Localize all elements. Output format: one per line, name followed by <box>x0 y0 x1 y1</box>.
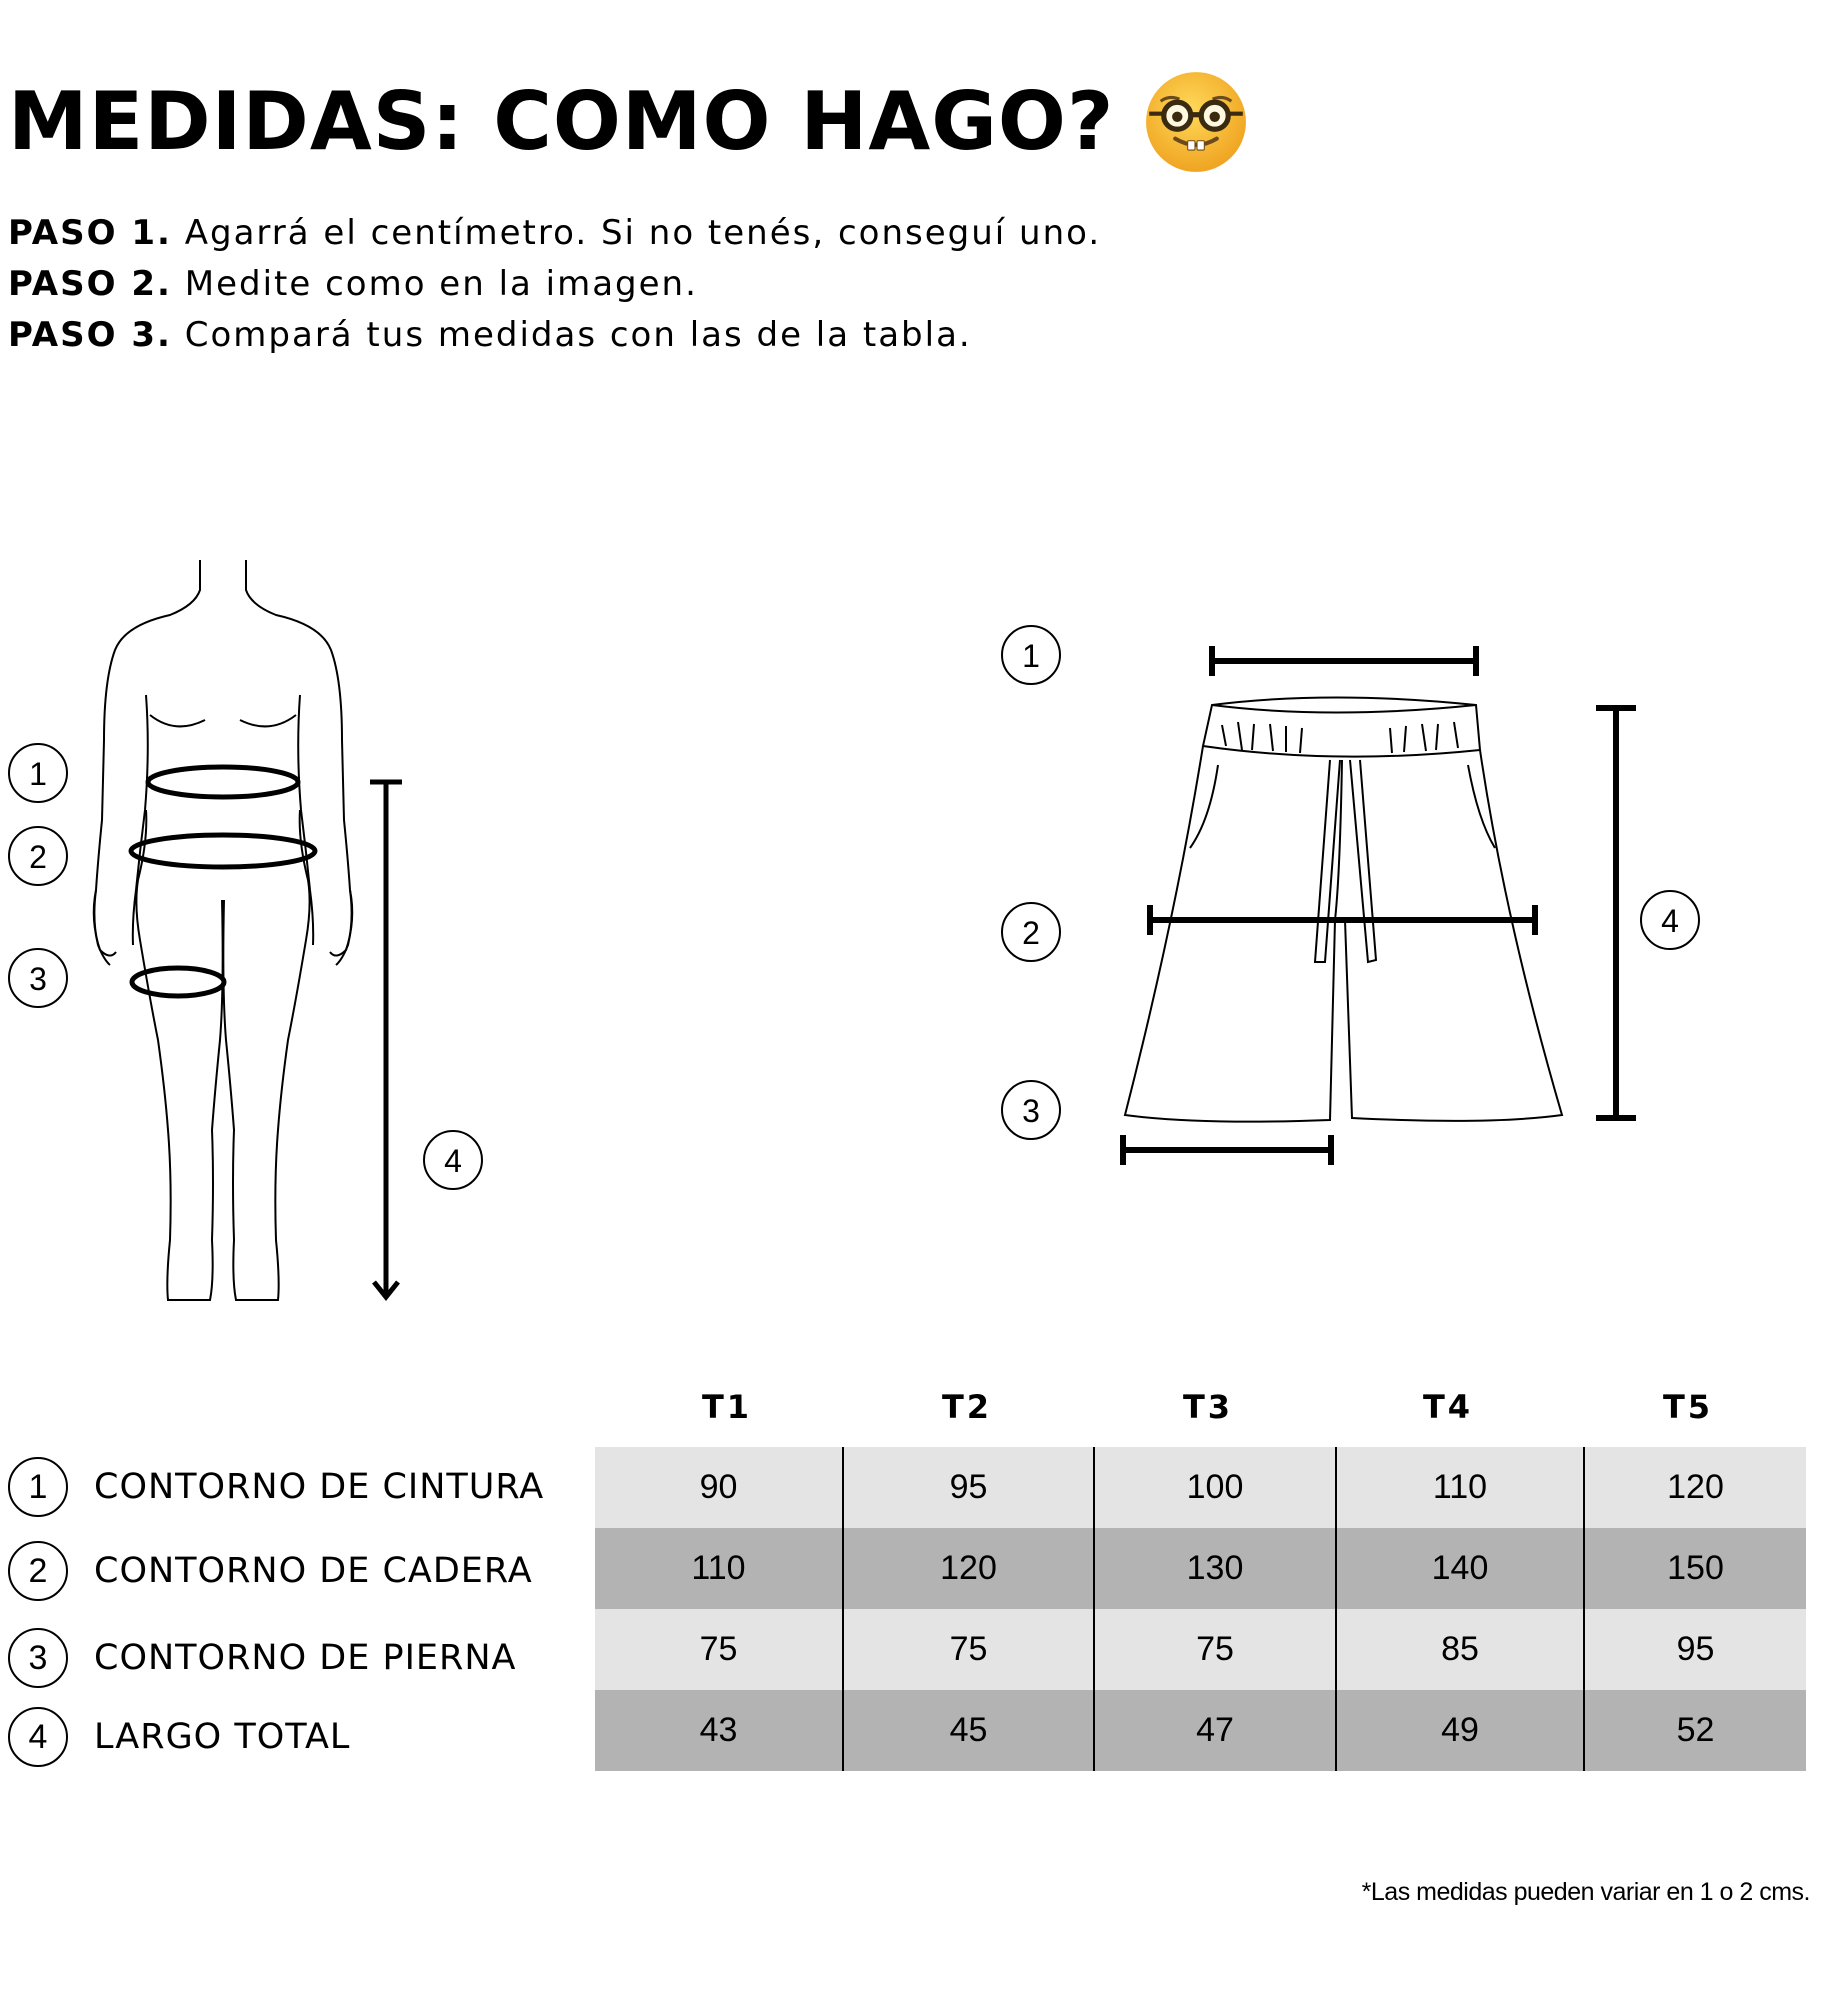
table-cell: 100 <box>1094 1447 1336 1528</box>
row-label-length <box>0 1697 350 1777</box>
size-table <box>595 1447 1806 1771</box>
thigh-ring <box>132 968 224 996</box>
footnote: *Las medidas pueden variar en 1 o 2 cms. <box>1361 1878 1810 1906</box>
table-cell: 110 <box>1336 1447 1584 1528</box>
size-header-t4: T4 <box>1422 1388 1474 1426</box>
row-label-text: CONTORNO DE PIERNA <box>94 1638 517 1678</box>
table-cell: 52 <box>1584 1690 1806 1771</box>
table-cell: 90 <box>595 1447 843 1528</box>
step-label: PASO 1. <box>8 213 172 253</box>
table-cell: 75 <box>843 1609 1094 1690</box>
table-cell: 130 <box>1094 1528 1336 1609</box>
table-cell: 140 <box>1336 1528 1584 1609</box>
table-cell: 45 <box>843 1690 1094 1771</box>
body-measurement-diagram <box>0 560 520 1320</box>
body-marker-3: 3 <box>29 961 47 997</box>
table-row <box>595 1690 1806 1771</box>
row-number: 2 <box>8 1541 68 1601</box>
table-cell: 47 <box>1094 1690 1336 1771</box>
table-cell: 150 <box>1584 1528 1806 1609</box>
size-header-t5: T5 <box>1662 1388 1714 1426</box>
table-cell: 110 <box>595 1528 843 1609</box>
shorts-marker-3: 3 <box>1022 1093 1040 1129</box>
table-cell: 120 <box>1584 1447 1806 1528</box>
row-label-text: LARGO TOTAL <box>94 1717 351 1757</box>
row-label-leg <box>0 1618 516 1698</box>
step-label: PASO 2. <box>8 264 172 304</box>
table-cell: 95 <box>1584 1609 1806 1690</box>
step-2 <box>8 259 1101 310</box>
title-text: MEDIDAS: COMO HAGO? <box>8 75 1115 168</box>
row-label-waist <box>0 1447 544 1527</box>
shorts-marker-2: 2 <box>1022 915 1040 951</box>
table-row <box>595 1528 1806 1609</box>
step-label: PASO 3. <box>8 315 172 355</box>
table-cell: 120 <box>843 1528 1094 1609</box>
row-number: 3 <box>8 1628 68 1688</box>
row-number: 4 <box>8 1707 68 1767</box>
row-number: 1 <box>8 1457 68 1517</box>
page-title <box>8 70 1248 174</box>
table-cell: 43 <box>595 1690 843 1771</box>
step-text: Medite como en la imagen. <box>184 264 698 304</box>
nerd-face-emoji-icon <box>1144 70 1248 174</box>
shorts-marker-1: 1 <box>1022 638 1040 674</box>
step-3 <box>8 310 1101 361</box>
row-label-text: CONTORNO DE CINTURA <box>94 1467 545 1507</box>
table-cell: 85 <box>1336 1609 1584 1690</box>
hip-ring <box>131 835 315 867</box>
size-header-t3: T3 <box>1182 1388 1234 1426</box>
table-cell: 75 <box>1094 1609 1336 1690</box>
body-marker-1: 1 <box>29 756 47 792</box>
steps-list <box>8 208 1101 361</box>
step-text: Agarrá el centímetro. Si no tenés, conseguí uno. <box>184 213 1102 253</box>
table-row <box>595 1609 1806 1690</box>
step-1 <box>8 208 1101 259</box>
waist-ring <box>148 767 298 797</box>
table-cell: 49 <box>1336 1690 1584 1771</box>
size-header-t1: T1 <box>701 1388 753 1426</box>
table-cell: 95 <box>843 1447 1094 1528</box>
table-row <box>595 1447 1806 1528</box>
table-cell: 75 <box>595 1609 843 1690</box>
shorts-marker-4: 4 <box>1661 903 1679 939</box>
shorts-measurement-diagram <box>990 620 1710 1180</box>
body-marker-2: 2 <box>29 839 47 875</box>
step-text: Compará tus medidas con las de la tabla. <box>184 315 972 355</box>
body-marker-4: 4 <box>444 1143 462 1179</box>
row-label-hip <box>0 1531 533 1611</box>
row-label-text: CONTORNO DE CADERA <box>94 1551 533 1591</box>
size-header-t2: T2 <box>941 1388 993 1426</box>
